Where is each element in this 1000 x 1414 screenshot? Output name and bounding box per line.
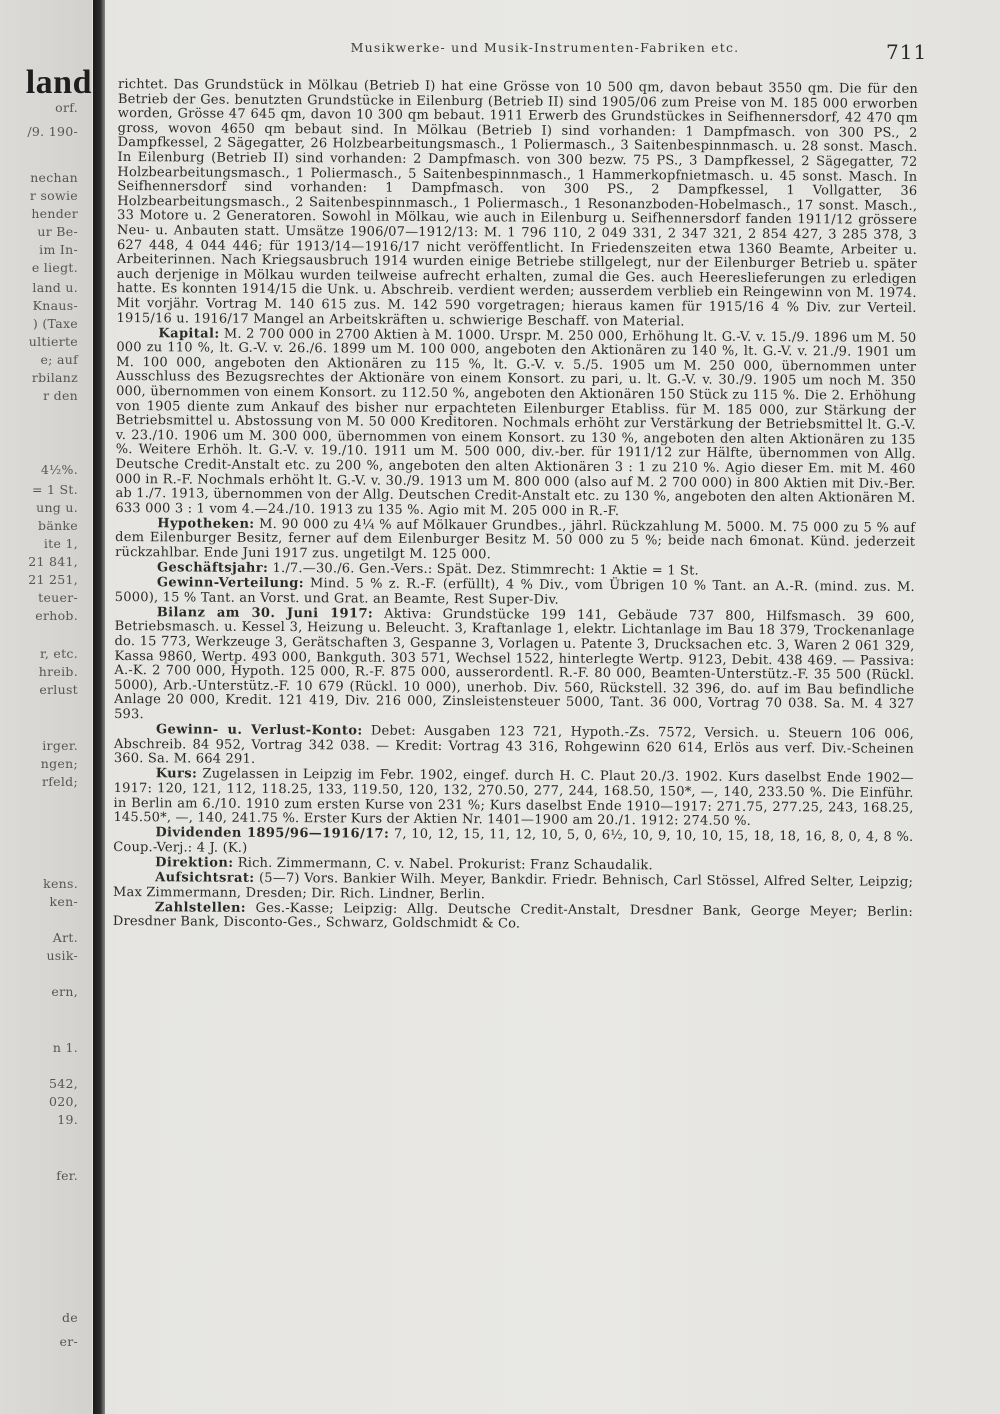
section-heading: Bilanz am 30. Juni 1917: xyxy=(156,605,374,622)
facing-page-line: erhob. xyxy=(35,608,78,623)
facing-page-line: Knaus- xyxy=(32,298,78,313)
section-heading: Dividenden 1895/96—1916/17: xyxy=(155,825,390,842)
facing-page-line: 21 251, xyxy=(28,572,78,587)
section-heading: Aufsichtsrat: xyxy=(155,870,255,886)
facing-page-line: 020, xyxy=(48,1094,78,1109)
facing-page-line: hender xyxy=(31,206,78,221)
facing-page-line: e liegt. xyxy=(31,260,78,275)
paragraph-text: M. 2 700 000 in 2700 Aktien à M. 1000. Urspr. M. 250 000, Erhöhung lt. G.-V. v. 15./9. 1896 um M. 50 000 zu 110 %, lt. G.-V. v. 26./6. 1899 um M. 100 000, angeboten den Aktionären zu 140 %, lt. G.-V. v. 21./9. 1901 um M. 100 000, angeboten den Aktionären zu 115 %, lt. G.-V. v. 5./5. 1905 um M. 250 000, übernommen unter Ausschluss des Bezugsrechtes der Aktionäre von einem Konsort. zu pari, u. lt. G.-V. v. 30./9. 1905 um noch M. 350 000, übernommen von einem Konsort. zu 112.50 %, angeboten den Aktionären 150 Stück zu 115 %. Die 2. Erhöhung von 1905 diente zum Ankauf des bisher nur erpachteten Eilenburger Etabliss. für M. 185 000, zur Stärkung der Betriebsmittel u. Abstossung von M. 50 000 Kreditoren. Nochmals erhöht zur Verstärkung der Betriebsmittel lt. G.-V. v. 23./10. 1906 um M. 300 000, übernommen von einem Konsort. zu 130 %, angeboten den alten Aktionären zu 135 %. Weitere Erhöh. lt. G.-V. v. 19./10. 1911 um M. 500 000, div.-ber. für 1911/12 zur Hälfte, übernommen von Allg. Deutsche Credit-Anstalt etc. zu 200 %, angeboten den alten Aktionären 3 : 1 zu 210 %. Agio dieser Em. mit M. 460 000 in R.-F. Nochmals erhöht lt. G.-V. v. 30./9. 1913 um M. 800 000 (also auf M. 2 700 000) in 800 Aktien mit Div.-Ber. ab 1./7. 1913, übernommen von der Allg. Deutschen Credit-Anstalt etc. zu 130 %, angeboten den alten Aktionären M. 633 000 3 : 1 vom 4.—24./10. 1913 zu 135 %. Agio mit M. 205 000 in R.-F. xyxy=(115,326,917,519)
paragraph-text: 7, 10, 12, 15, 11, 12, 10, 5, 0, 6½, 10, 9, 10, 10, 15, 18, 18, 16, 8, 0, 4, 8 %. Coup.-Verj.: 4 J. (K.) xyxy=(113,826,914,856)
section-heading: Geschäftsjahr: xyxy=(156,560,269,577)
paragraph-text: Rich. Zimmermann, C. v. Nabel. Prokurist: Franz Schaudalik. xyxy=(233,855,653,874)
section-heading: Hypotheken: xyxy=(157,516,255,532)
paragraph-text: Zugelassen in Leipzig im Febr. 1902, eingef. durch H. C. Plaut 20./3. 1902. Kurs daselbst Ende 1902—1917: 120, 121, 112, 118.25, 133, 119.50, 120, 132, 270.50, 277, 244, 168.50, 150*, —, 140, 233.50 %. Die Einführ. in Berlin am 6./10. 1910 zum ersten Kurse von 231 %; Kurs daselbst Ende 1910—1917: 271.75, 277.25, 243, 168.25, 145.50*, —, 140, 241.75 %. Erster Kurs der Aktien Nr. 1401—1900 am 20./1. 1912: 274.50 %. xyxy=(113,766,914,830)
facing-page-line: orf. xyxy=(55,100,78,115)
facing-page-line: kens. xyxy=(43,876,78,891)
facing-page-line: er- xyxy=(59,1334,78,1349)
facing-page-line: ung u. xyxy=(36,500,78,515)
section-heading: Zahlstellen: xyxy=(154,899,247,916)
facing-page-line: r sowie xyxy=(29,188,78,203)
page-number: 711 xyxy=(886,40,928,64)
book-gutter xyxy=(93,0,105,1414)
facing-page-fragment xyxy=(0,0,92,1414)
paragraph-text: Debet: Ausgaben 123 721, Hypoth.-Zs. 7572, Versich. u. Steuern 106 006, Abschreib. 84 952, Vortrag 342 038. — Kredit: Vortrag 43 316, Rohgewinn 620 614, Erlös aus verf. Div.-Scheinen 360. Sa. M. 664 291. xyxy=(113,723,915,768)
facing-page-line: Art. xyxy=(52,930,78,945)
paragraph-text: Aktiva: Grundstücke 199 141, Gebäude 737 800, Hilfsmasch. 39 600, Betriebsmasch. u. Kessel 3, Heizung u. Beleucht. 3, Kraftanlage 1, elektr. Lichtanlage im Bau 18 379, Trockenanlage do. 15 773, Werkzeuge 3, Gerätschaften 3, Gespanne 3, Vorlagen u. Patente 3, Drucksachen etc. 3, Waren 2 061 329, Kassa 9860, Wertp. 493 000, Bankguth. 303 571, Wechsel 1522, hinterlegte Wertp. 9123, Debit. 438 469. — Passiva: A.-K. 2 700 000, Hypoth. 125 000, R.-F. 875 000, ausserordentl. R.-F. 80 000, Beamten-Unterstütz.-F. 35 500 (Rückl. 5000), Arb.-Unterstütz.-F. 10 679 (Rückl. 10 000), unerhob. Div. 560, Rückstell. 32 396, do. auf im Bau befindliche Anlage 20 000, Kredit. 121 419, Div. 216 000, Zinsleistensteuer 5000, Tant. 36 000, Vortrag 70 038. Sa. M. 4 327 593. xyxy=(114,606,915,723)
facing-page-line: de xyxy=(62,1310,78,1325)
paragraph-zahlstellen xyxy=(113,901,913,935)
facing-page-line: ken- xyxy=(49,894,78,909)
paragraph-text: 1./7.—30./6. Gen.-Vers.: Spät. Dez. Stimmrecht: 1 Aktie = 1 St. xyxy=(268,561,699,579)
paragraph-kapital xyxy=(115,327,916,522)
company-entry xyxy=(113,78,918,935)
facing-page-line: ur Be- xyxy=(37,224,78,239)
facing-page-line: 21 841, xyxy=(28,554,78,569)
facing-page-line: usik- xyxy=(46,948,78,963)
running-title: Musikwerke- und Musik-Instrumenten-Fabriken etc. xyxy=(350,40,740,55)
facing-page-line: n 1. xyxy=(52,1040,78,1055)
facing-page-line: ern, xyxy=(51,984,78,999)
paragraph-text: richtet. Das Grundstück in Mölkau (Betrieb I) hat eine Grösse von 10 500 qm, davon bebaut 3550 qm. Die für den Betrieb der Ges. benutzten Grundstücke in Eilenburg (Betrieb II) sind 1905/06 zum Preise von M. 185 000 erworben worden, Grösse 47 645 qm, davon 10 300 qm bebaut. 1911 Erwerb des Grundstückes in Seifhennersdorf, 42 470 qm gross, wovon 4650 qm bebaut sind. In Mölkau (Betrieb I) sind vorhanden: 1 Dampfmasch. von 300 PS., 2 Dampfkessel, 2 Sägegatter, 26 Holzbearbeitungsmasch., 1 Poliermasch., 3 Saitenbespinnmasch. u. 28 sonst. Masch. In Eilenburg (Betrieb II) sind vorhanden: 2 Dampfmasch. von 300 bezw. 75 PS., 3 Dampfkessel, 2 Sägegatter, 72 Holzbearbeitungsmasch., 1 Poliermasch., 5 Saitenbespinnmasch., 1 Hammerkopfnietmasch. u. 45 sonst. Masch. In Seifhennersdorf sind vorhanden: 1 Dampfmasch. von 300 PS., 2 Dampfkessel, 1 Vollgatter, 36 Holzbearbeitungsmasch., 2 Saitenbespinnmasch., 1 Poliermasch., 1 Resonanzboden-Hobelmasch., 17 sonst. Masch., 33 Motore u. 2 Generatoren. Sowohl in Mölkau, wie auch in Eilenburg u. Seifhennersdorf fanden 1911/12 grössere Neu- u. Anbauten statt. Umsätze 1906/07—1912/13: M. 1 796 110, 2 049 331, 2 347 321, 2 854 427, 3 285 378, 3 627 448, 4 044 446; für 1913/14—1916/17 nicht veröffentlicht. In Friedenszeiten etwa 1360 Beamte, Arbeiter u. Arbeiterinnen. Nach Kriegsausbruch 1914 wurden einige Betriebe stillgelegt, nur der Eilenburger Betrieb u. später auch derjenige in Mölkau wurden teilweise aufrecht erhalten, zumal die Ges. auch Heereslieferungen zu erledigen hatte. Es konnten 1914/15 die Unk. u. Abschreib. verdient werden; ausserdem verblieb ein Reingewinn von M. 1974. Mit vorjähr. Vortrag M. 140 615 zus. M. 142 590 vorgetragen; hieraus kamen für 1915/16 4 % Div. zur Verteil. 1915/16 u. 1916/17 Mangel an Arbeitskräften u. schwierige Beschaff. von Material. xyxy=(116,77,918,329)
paragraph-text: M. 90 000 zu 4¼ % auf Mölkauer Grundbes., jährl. Rückzahlung M. 5000. M. 75 000 zu 5 % auf dem Eilenburger Besitz, ferner auf dem Eilenburger Besitz M. 50 000 zu 5 %; beide nach 6monat. Künd. jederzeit rückzahlbar. Ende Juni 1917 zus. ungetilgt M. 125 000. xyxy=(115,516,916,563)
section-heading: Gewinn-Verteilung: xyxy=(156,575,304,592)
facing-page-line: im In- xyxy=(39,242,78,257)
facing-page-line: rbilanz xyxy=(31,370,78,385)
facing-page-line: erlust xyxy=(39,682,78,697)
facing-page-line: 4½%. xyxy=(40,462,78,477)
facing-page-line: 542, xyxy=(48,1076,78,1091)
paragraph-hypotheken xyxy=(115,517,915,566)
facing-page-title: land xyxy=(25,64,92,101)
facing-page-line: land u. xyxy=(32,280,78,295)
facing-page-line: r, etc. xyxy=(39,646,78,661)
facing-page-line: fer. xyxy=(56,1168,78,1183)
facing-page-line: = 1 St. xyxy=(31,482,78,497)
facing-page-line: 19. xyxy=(57,1112,78,1127)
facing-page-line: /9. 190- xyxy=(27,124,78,139)
paragraph-gewinn-verlust xyxy=(114,723,914,772)
paragraph-text: Ges.-Kasse; Leipzig: Allg. Deutsche Credit-Anstalt, Dresdner Bank, George Meyer; Berlin: Dresdner Bank, Disconto-Ges., Schwarz, Goldschmidt & Co. xyxy=(112,900,913,932)
paragraph-kurs xyxy=(113,767,913,830)
paragraph-intro xyxy=(116,78,918,331)
facing-page-line: ite 1, xyxy=(43,536,78,551)
facing-page-line: teuer- xyxy=(38,590,78,605)
facing-page-line: nechan xyxy=(30,170,78,185)
section-heading: Kurs: xyxy=(155,766,198,782)
paragraph-text: (5—7) Vors. Bankier Wilh. Meyer, Bankdir. Friedr. Behnisch, Carl Stössel, Alfred Selter, Leipzig; Max Zimmermann, Dresden; Dir. Rich. Lindner, Berlin. xyxy=(112,870,914,902)
facing-page-line: hreib. xyxy=(38,664,78,679)
facing-page-line: irger. xyxy=(42,738,78,753)
facing-page-line: r den xyxy=(43,388,78,403)
section-heading: Gewinn- u. Verlust-Konto: xyxy=(155,722,363,739)
facing-page-line: bänke xyxy=(38,518,78,533)
section-heading: Kapital: xyxy=(158,325,220,342)
facing-page-line: ngen; xyxy=(40,756,78,771)
facing-page-line: e; auf xyxy=(40,352,78,367)
paragraph-bilanz xyxy=(114,606,915,728)
facing-page-line: rfeld; xyxy=(41,774,78,789)
paragraph-text: Mind. 5 % z. R.-F. (erfüllt), 4 % Div., vom Übrigen 10 % Tant. an A.-R. (mind. zus. M. 5000), 15 % Tant. an Vorst. und Grat. an Beamte, Rest Super-Div. xyxy=(114,576,915,608)
section-heading: Direktion: xyxy=(155,855,234,871)
facing-page-line: ultierte xyxy=(28,334,78,349)
facing-page-line: ) (Taxe xyxy=(32,316,78,331)
